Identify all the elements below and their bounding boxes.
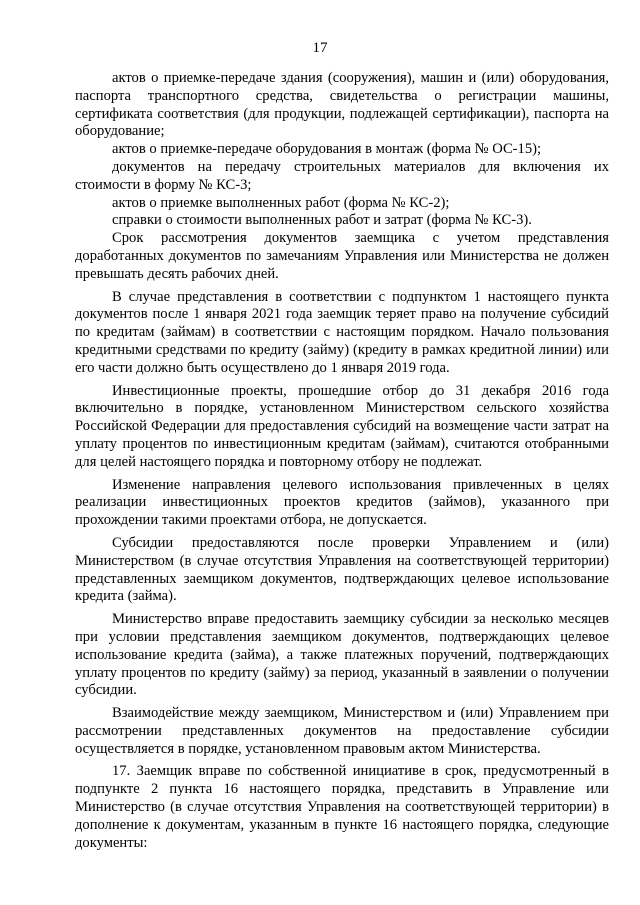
paragraph: Министерство вправе предоставить заемщику субсидии за несколько месяцев при условии представления заемщиком документов, подтверждающих целевое использование кредита (займа), а также платежных поручений, подтверждающих уплату процентов по кредиту (займу) за период, указанный в заявлении о получении субсидии. xyxy=(75,611,609,699)
page-number: 17 xyxy=(312,40,328,56)
paragraph: Субсидии предоставляются после проверки Управлением и (или) Министерством (в случае отсутствия Управления на соответствующей территории) представленных заемщиком документов, подтверждающих целевое использование кредита (займа). xyxy=(75,534,609,605)
paragraph: Изменение направления целевого использования привлеченных в целях реализации инвестиционных проектов кредитов (займов), указанного при прохождении такими проектами отбора, не допускается. xyxy=(75,476,609,529)
paragraph: актов о приемке-передаче здания (сооружения), машин и (или) оборудования, паспорта транспортного средства, свидетельства о регистрации машины, сертификата соответствия (для продукции, подлежащей сертификации), паспорта на оборудование; xyxy=(75,70,609,140)
document-body xyxy=(75,70,609,852)
paragraph: актов о приемке выполненных работ (форма № КС-2); xyxy=(112,194,450,211)
paragraph: актов о приемке-передаче оборудования в монтаж (форма № ОС-15); xyxy=(112,141,542,158)
paragraph: Срок рассмотрения документов заемщика с учетом представления доработанных документов по замечаниям Управления или Министерства не должен превышать десять рабочих дней. xyxy=(75,230,609,282)
paragraph: Инвестиционные проекты, прошедшие отбор до 31 декабря 2016 года включительно в порядке, установленном Министерством сельского хозяйства Российской Федерации для предоставления субсидий на возмещение части затрат на уплату процентов по инвестиционным кредитам (займам), считаются отобранными для целей настоящего порядка и повторному отбору не подлежат. xyxy=(75,382,609,470)
paragraph: справки о стоимости выполненных работ и затрат (форма № КС-3). xyxy=(112,212,532,229)
paragraph: Взаимодействие между заемщиком, Министерством и (или) Управлением при рассмотрении представленных документов на предоставление субсидии осуществляется в порядке, установленном правовым актом Министерства. xyxy=(75,705,609,757)
paragraph: В случае представления в соответствии с подпунктом 1 настоящего пункта документов после 1 января 2021 года заемщик теряет право на получение субсидий по кредитам (займам) в соответствии с настоящим порядком. Начало пользования кредитными средствами по кредиту (займу) (кредиту в рамках кредитной линии) или его части должно быть осуществлено до 1 января 2019 года. xyxy=(75,288,609,376)
paragraph: 17. Заемщик вправе по собственной инициативе в срок, предусмотренный в подпункте 2 пункта 16 настоящего порядка, представить в Управление или Министерство (в случае отсутствия Управления на соответствующей территории) в дополнение к документам, указанным в пункте 16 настоящего порядка, следующие документы: xyxy=(75,763,609,851)
paragraph: документов на передачу строительных материалов для включения их стоимости в форму № КС-3; xyxy=(75,158,609,193)
